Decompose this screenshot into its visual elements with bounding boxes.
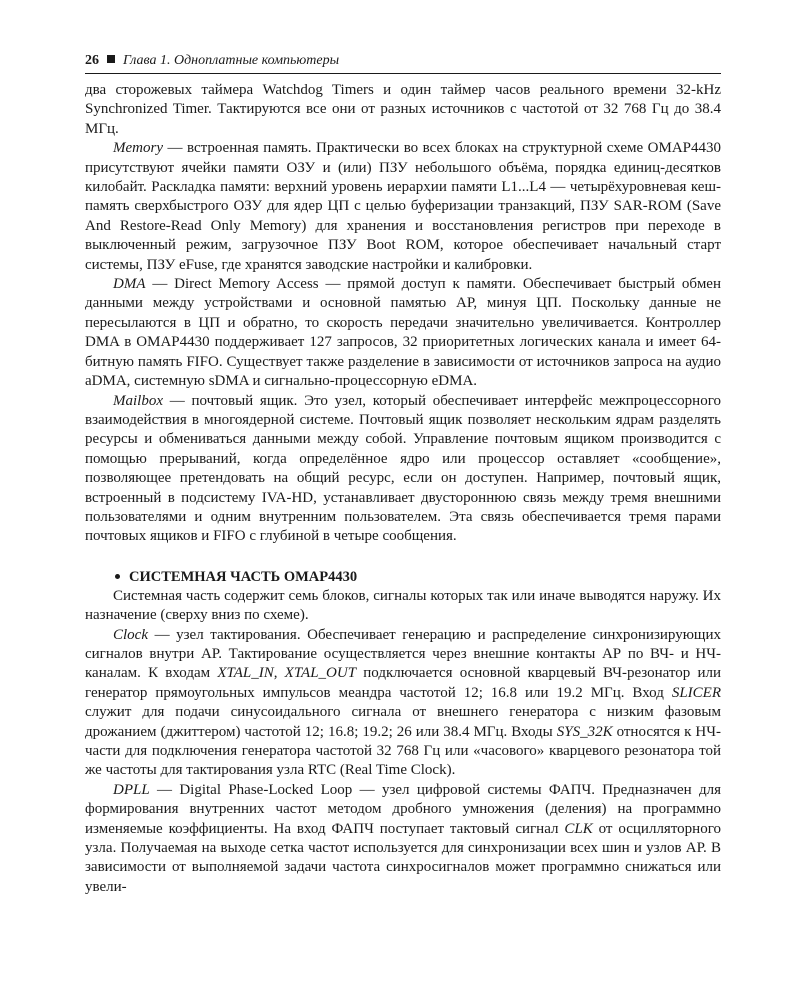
section-heading <box>85 568 721 587</box>
dma-text: — Direct Memory Access — прямой доступ к памяти. Обеспечивает быстрый обмен данными между устройствами и основной памятью АР, минуя ЦП. Поскольку данные не пересылаются в ЦП и обратно, то скорость передачи значительно увеличивается. Контроллер DMA в OMAP4430 поддерживает 127 запросов, 32 приоритетных логических канала и имеет 64-битную память FIFO. Существует также разделение в зависимости от источников запроса на аудио aDMA, системную sDMA и сигнально-процессорную eDMA. <box>85 276 721 390</box>
bullet-icon <box>115 574 120 579</box>
clock-paragraph <box>85 626 721 781</box>
section-heading-text: СИСТЕМНАЯ ЧАСТЬ OMAP4430 <box>129 568 358 585</box>
book-page <box>85 52 721 897</box>
pin-xtal-in: XTAL_IN <box>217 665 274 682</box>
page-number: 26 <box>85 53 99 68</box>
clock-text-3: служит для подачи синусоидального сигнала от внешнего генератора с низким фазовым дрожанием (джиттером) частотой 12; 16.8; 19.2; 26 или 38.4 МГц. Входы <box>85 704 721 740</box>
mailbox-term: Mailbox <box>113 392 163 409</box>
dpll-paragraph <box>85 781 721 897</box>
dpll-term: DPLL <box>113 781 150 798</box>
memory-text: — встроенная память. Практически во всех блоках на структурной схеме OMAP4430 присутствуют ячейки памяти ОЗУ и (или) ПЗУ небольшого объёма, порядка единиц-десятков килобайт. Раскладка памяти: верхний уровень иерархии памяти L1...L4 — четырёхуровневая кеш-память сверхбыстрого ОЗУ для ядер ЦП с целью буферизации транзакций, ПЗУ SAR-ROM (Save And Restore-Read Only Memory) для хранения и восстановления регистров при переходе в выключенный режим, загрузочное ПЗУ Boot ROM, которое обеспечивает начальный старт системы, ПЗУ eFuse, где хранятся заводские настройки и калибровки. <box>85 140 721 273</box>
clock-text-4: относятся к НЧ-части для подключения генератора частотой 32 768 Гц или «часового» кварцевого резонатора той же частоты для тактирования узла RTC (Real Time Clock). <box>85 723 722 779</box>
section-intro-paragraph <box>85 587 721 626</box>
page-header <box>85 52 721 74</box>
dpll-text-2: от осцилляторного узла. Получаемая на выходе сетка частот используется для синхронизации всех шин и узлов АР. В зависимости от выполняемой задачи частота синхросигналов может программно снижаться или увели- <box>85 820 721 895</box>
intro-text: два сторожевых таймера Watchdog Timers и один таймер часов реального времени 32-kHz Synchronized Timer. Тактируются все они от разных источников с частотой от 32 768 Гц до 38.4 МГц. <box>85 82 721 137</box>
signal-clk: CLK <box>564 820 593 837</box>
clock-text-1: — узел тактирования. Обеспечивает генерацию и распределение синхронизирующих сигналов внутри АР. Тактирование осуществляется через внешние контакты АР по ВЧ- и НЧ-каналам. К входам <box>85 626 721 682</box>
chapter-title: Глава 1. Одноплатные компьютеры <box>123 53 340 68</box>
clock-term: Clock <box>113 626 148 643</box>
section-intro-text: Системная часть содержит семь блоков, сигналы которых так или иначе выводятся наружу. Их назначение (сверху вниз по схеме). <box>85 587 721 624</box>
clock-text-2: подключается основной кварцевый ВЧ-резонатор или генератор прямоугольных импульсов меандра частотой 12; 16.8 или 19.2 МГц. Вход <box>85 665 722 701</box>
memory-term: Memory <box>113 140 163 157</box>
clock-sep-1: , <box>273 665 285 682</box>
pin-xtal-out: XTAL_OUT <box>284 665 357 682</box>
dma-paragraph <box>85 275 721 391</box>
black-square-icon <box>107 55 115 63</box>
section-spacer <box>85 547 721 568</box>
mailbox-paragraph <box>85 392 721 547</box>
dpll-text-1: — Digital Phase-Locked Loop — узел цифровой системы ФАПЧ. Предназначен для формирования внутренних частот методом дробного умножения (деления) на программно изменяемые коэффициенты. На вход ФАПЧ поступает тактовый сигнал <box>85 781 721 837</box>
dma-term: DMA <box>113 276 146 293</box>
pin-sys-32k: SYS_32K <box>556 723 613 740</box>
intro-paragraph <box>85 81 721 139</box>
pin-slicer: SLICER <box>671 684 721 701</box>
memory-paragraph <box>85 139 721 275</box>
mailbox-text: — почтовый ящик. Это узел, который обеспечивает интерфейс межпроцессорного взаимодействия в многоядерной системе. Почтовый ящик позволяет нескольким ядрам разделять ресурсы и обмениваться данными между собой. Управление почтовым ящиком производится с помощью прерываний, когда определённое ядро или процессор оставляет «сообщение», позволяющее претендовать на общий ресурс, если он доступен. Например, почтовый ящик, встроенный в подсистему IVA-HD, устанавливает двустороннюю связь между тремя внешними пользователями и одним внутренним пользователем. Эта связь обеспечивается тремя парами почтовых ящиков и FIFO с глубиной в четыре сообщения. <box>85 392 721 545</box>
